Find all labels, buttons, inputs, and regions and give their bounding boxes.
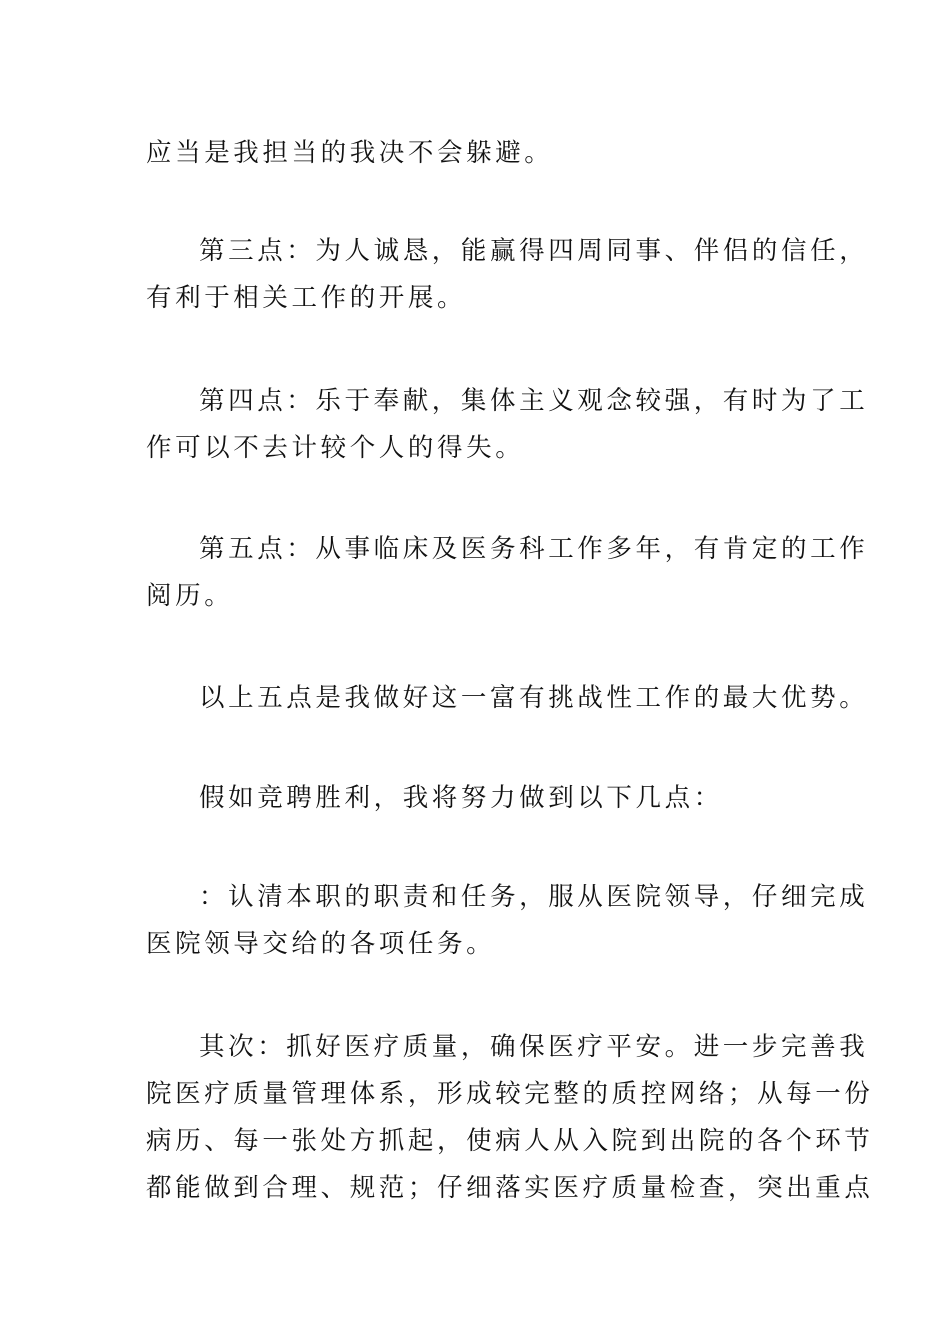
paragraph-plan-second <box>146 1024 874 1212</box>
paragraph-plan-first <box>146 874 869 968</box>
paragraph-line: 应当是我担当的我决不会躲避。 <box>146 138 554 168</box>
paragraph-line: 作可以不去计较个人的得失。 <box>146 433 525 463</box>
paragraph-line: 都能做到合理、规范；仔细落实医疗质量检查，突出重点 <box>146 1173 874 1203</box>
paragraph-summary <box>146 675 869 722</box>
paragraph-line: 医院领导交给的各项任务。 <box>146 929 496 959</box>
paragraph-line: ：认清本职的职责和任务，服从医院领导，仔细完成 <box>199 882 869 912</box>
paragraph-continuation <box>146 130 806 177</box>
paragraph-line: 假如竞聘胜利，我将努力做到以下几点： <box>199 783 723 813</box>
paragraph-line: 病历、每一张处方抓起，使病人从入院到出院的各个环节 <box>146 1126 874 1156</box>
paragraph-point-five <box>146 526 869 620</box>
paragraph-line: 第五点：从事临床及医务科工作多年，有肯定的工作 <box>199 534 869 564</box>
paragraph-point-three <box>146 228 869 322</box>
paragraph-line: 其次：抓好医疗质量，确保医疗平安。进一步完善我 <box>199 1032 869 1062</box>
paragraph-point-four <box>146 378 869 472</box>
paragraph-line: 院医疗质量管理体系，形成较完整的质控网络；从每一份 <box>146 1079 874 1109</box>
paragraph-line: 阅历。 <box>146 581 234 611</box>
paragraph-line: 有利于相关工作的开展。 <box>146 283 467 313</box>
paragraph-plan-intro <box>146 775 806 822</box>
paragraph-line: 第四点：乐于奉献，集体主义观念较强，有时为了工 <box>199 386 869 416</box>
paragraph-line: 以上五点是我做好这一富有挑战性工作的最大优势。 <box>199 683 869 713</box>
paragraph-line: 第三点：为人诚恳，能赢得四周同事、伴侣的信任， <box>199 236 869 266</box>
